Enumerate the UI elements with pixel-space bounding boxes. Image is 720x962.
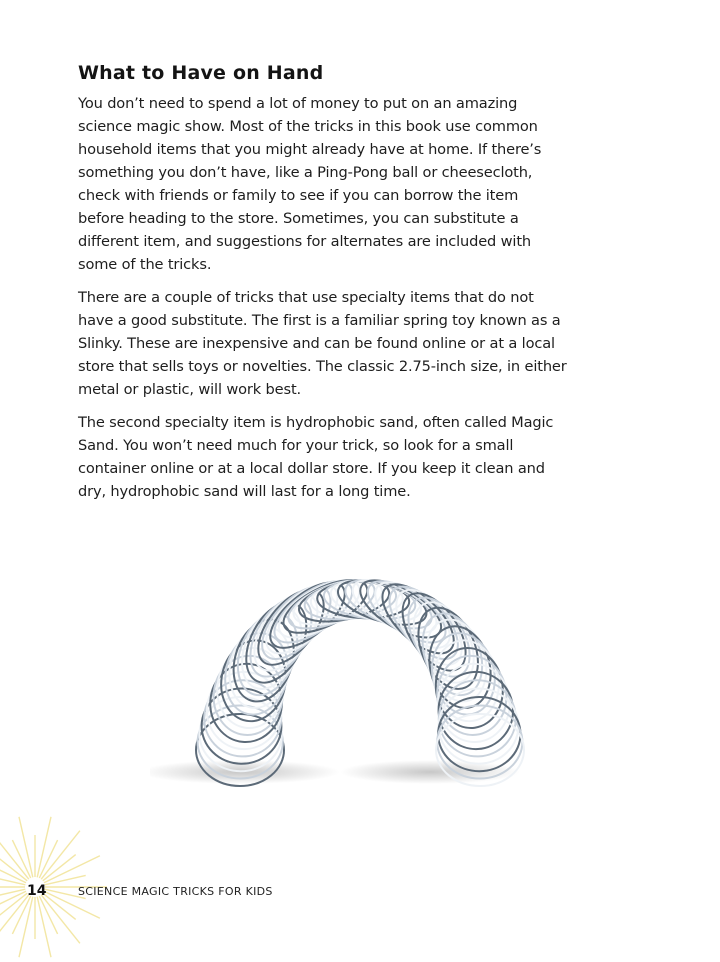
section-heading: What to Have on Hand — [78, 62, 324, 84]
body-text — [78, 92, 568, 513]
page-number: 14 — [27, 883, 47, 899]
paragraph-1: You don’t need to spend a lot of money to put on an amazing science magic show. Most of the tricks in this book use common household items that you might already have at home. If there’s something you don’t have, like a Ping-Pong ball or cheesecloth, check with friends or family to see if you can borrow the item before heading to the store. Sometimes, you can substitute a different item, and suggestions for alternates are included with some of the tricks. — [78, 95, 542, 273]
burst-ray — [41, 831, 80, 880]
slinky-coils — [196, 569, 524, 786]
running-title: SCIENCE MAGIC TRICKS FOR KIDS — [78, 885, 273, 898]
paragraph-3: The second specialty item is hydrophobic sand, often called Magic Sand. You won’t need much for your trick, so look for a small container online or at a local dollar store. If you keep it clean and dry, hydrophobic sand will last for a long time. — [78, 414, 554, 500]
slinky-illustration — [150, 560, 570, 800]
burst-ray — [43, 855, 76, 881]
paragraph-2: There are a couple of tricks that use specialty items that do not have a good substitute. The first is a familiar spring toy known as a Slinky. These are inexpensive and can be found online or at a local store that sells toys or novelties. The classic 2.75-inch size, in either metal or plastic, will work best. — [78, 289, 567, 398]
burst-ray — [43, 893, 76, 919]
burst-ray — [41, 895, 80, 944]
slinky-photo — [150, 560, 570, 800]
